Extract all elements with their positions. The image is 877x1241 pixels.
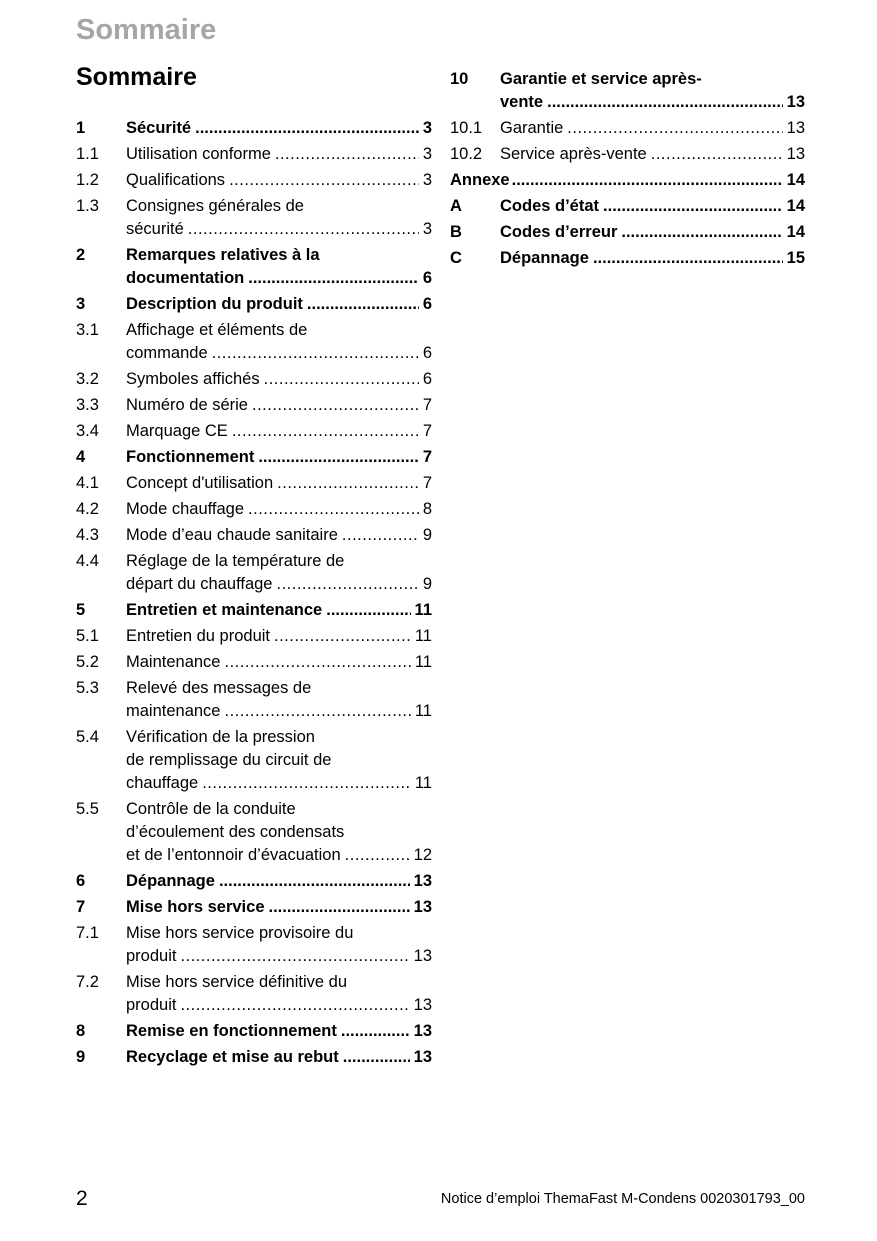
toc-dot-leader [603,195,783,218]
toc-entry [76,971,432,1017]
toc-entry-last-line [500,195,805,218]
toc-entry-number: 3.1 [76,321,99,339]
toc-entry-title-line: Fonctionnement [126,448,255,466]
toc-dot-leader [277,472,419,495]
toc-entry-title-line: Description du produit [126,295,303,313]
toc-entry-title-line: Entretien du produit [126,627,271,645]
toc-entry-number: 1.1 [76,145,99,163]
toc-entry-title-line: Maintenance [126,653,221,671]
toc-dot-leader [264,368,419,391]
toc-entry-page: 3 [422,145,432,163]
toc-entry-title [126,169,432,192]
toc-entry [76,195,432,241]
toc-dot-leader [248,498,419,521]
toc-entry [450,169,805,192]
toc-entry-last-line [126,446,432,469]
toc-entry [76,244,432,290]
toc-entry-title-line: de remplissage du circuit de [126,751,332,769]
toc-entry-page: 11 [414,702,432,720]
toc-entry-page: 9 [422,575,432,593]
toc-dot-leader [224,651,410,674]
toc-entry-last-line [500,247,805,270]
toc-entry-title-line: Affichage et éléments de [126,321,308,339]
toc-entry-title-line: Marquage CE [126,422,228,440]
toc-entry-page: 13 [413,1048,432,1066]
toc-entry [76,1020,432,1043]
toc-dot-leader [593,247,783,270]
toc-entry-last-line [126,573,432,596]
toc-entry-number: 1.3 [76,197,99,215]
footer-document-reference: Notice d’emploi ThemaFast M-Condens 0020301793_00 [440,1191,805,1207]
toc-entry-title-line: départ du chauffage [126,575,273,593]
toc-entry-page: 6 [422,344,432,362]
toc-entry-title-line: Mise hors service provisoire du [126,924,354,942]
running-header-title: Sommaire [76,14,217,46]
footer-page-number: 2 [76,1187,88,1210]
toc-dot-leader [188,218,419,241]
toc-entry-page: 6 [422,269,432,287]
toc-entry-title [126,244,432,290]
toc-dot-leader [224,700,410,723]
toc-entry-title-line: Garantie [500,119,564,137]
toc-entry-page: 11 [414,774,432,792]
toc-entry-title [126,143,432,166]
toc-entry-number: C [450,249,462,267]
toc-entry-title-line: Remarques relatives à la [126,246,320,264]
toc-entry-page: 8 [422,500,432,518]
toc-entry-page: 13 [413,1022,432,1040]
toc-entry [76,798,432,867]
toc-entry-last-line [126,772,432,795]
toc-entry-title-line: Remise en fonctionnement [126,1022,337,1040]
toc-entry-title-line: et de l’entonnoir d’évacuation [126,846,341,864]
toc-entry-last-line [126,994,432,1017]
toc-entry-title [500,221,805,244]
toc-entry-title-line: Mise hors service [126,898,265,916]
toc-entry-page: 3 [422,119,432,137]
toc-entry-page: 13 [786,145,805,163]
toc-entry-title [126,293,432,316]
toc-entry-title [126,472,432,495]
toc-dot-leader [343,1046,410,1069]
toc-dot-leader [219,870,410,893]
toc-entry-title-line: Service après-vente [500,145,647,163]
toc-entry-title-line: Réglage de la température de [126,552,345,570]
toc-entry [76,143,432,166]
toc-entry-title [126,117,432,140]
toc-entry-title-line: maintenance [126,702,221,720]
toc-entry-last-line [126,293,432,316]
toc-entry-title-line: Mode d’eau chaude sanitaire [126,526,338,544]
toc-entry-page: 3 [422,220,432,238]
toc-entry-title-line: Annexe [450,171,510,189]
toc-entry-title [500,247,805,270]
toc-entry-last-line [126,218,432,241]
toc-entry-title-line: Garantie et service après- [500,70,702,88]
toc-entry-number: 4.1 [76,474,99,492]
toc-entry-last-line [126,498,432,521]
toc-entry-title-line: commande [126,344,208,362]
toc-entry [76,472,432,495]
toc-entry-last-line [500,91,805,114]
toc-entry-page: 13 [413,872,432,890]
toc-entry-number: 7 [76,898,86,916]
toc-entry [76,651,432,674]
toc-entry-number: 10 [450,70,469,88]
toc-dot-leader [277,573,419,596]
toc-entry-number: 10.2 [450,145,483,163]
toc-entry-last-line [126,143,432,166]
toc-dot-leader [229,169,419,192]
toc-dot-leader [512,169,783,192]
toc-entry-title-line: Entretien et maintenance [126,601,323,619]
toc-entry-title-line: Codes d’erreur [500,223,618,241]
toc-entry-last-line [450,169,805,192]
toc-entry [76,394,432,417]
toc-entry-title [126,368,432,391]
toc-entry-number: A [450,197,462,215]
toc-entry [76,922,432,968]
toc-dot-leader [252,394,419,417]
toc-entry-number: 4.4 [76,552,99,570]
toc-entry-number: 4.3 [76,526,99,544]
toc-entry-title [126,922,432,968]
toc-dot-leader [258,446,418,469]
toc-entry-title [126,550,432,596]
toc-dot-leader [274,625,411,648]
toc-entry-last-line [126,945,432,968]
toc-dot-leader [212,342,419,365]
toc-entry [450,68,805,114]
toc-entry-title [126,896,432,919]
toc-entry-last-line [126,524,432,547]
toc-entry-page: 13 [413,898,432,916]
toc-entry-title [126,726,432,795]
toc-entry-title-line: Codes d’état [500,197,600,215]
toc-entry-title-line: Dépannage [126,872,215,890]
toc-entry-title [126,446,432,469]
toc-entry [450,143,805,166]
toc-entry-number: 4.2 [76,500,99,518]
toc-entry [76,625,432,648]
toc-entry [450,247,805,270]
toc-entry-title [126,651,432,674]
toc-entry-page: 13 [413,996,432,1014]
toc-entry-title [126,524,432,547]
toc-entry [76,117,432,140]
toc-entry-last-line [126,700,432,723]
toc-entry-last-line [126,896,432,919]
toc-entry-title-line: sécurité [126,220,184,238]
toc-entry-last-line [126,267,432,290]
toc-entry-page: 14 [786,171,805,189]
toc-entry [76,524,432,547]
toc-entry-title [500,117,805,140]
toc-entry [76,1046,432,1069]
toc-entry [76,446,432,469]
toc-entry-page: 7 [422,396,432,414]
toc-entry-number: B [450,223,462,241]
toc-entry-last-line [500,117,805,140]
toc-entry-page: 12 [413,846,432,864]
toc-entry [76,550,432,596]
toc-dot-leader [202,772,411,795]
toc-entry-title-line: Relevé des messages de [126,679,312,697]
toc-entry-title-line: documentation [126,269,245,287]
toc-entry-title-line: Dépannage [500,249,589,267]
toc-entry [76,896,432,919]
toc-left-column [76,117,432,1072]
toc-entry-number: 3.4 [76,422,99,440]
toc-entry-last-line [126,117,432,140]
toc-dot-leader [621,221,782,244]
toc-entry-title-line: Vérification de la pression [126,728,315,746]
toc-entry-title [500,195,805,218]
toc-entry-title-line: vente [500,93,544,111]
toc-entry-page: 14 [786,197,805,215]
toc-dot-leader [567,117,782,140]
toc-entry-title [126,798,432,867]
toc-entry-number: 3.2 [76,370,99,388]
toc-entry-title-line: Mode chauffage [126,500,245,518]
toc-entry-number: 5.3 [76,679,99,697]
toc-entry-page: 11 [414,627,432,645]
toc-right-column [450,68,805,273]
toc-entry-page: 13 [413,947,432,965]
toc-entry-page: 14 [786,223,805,241]
toc-dot-leader [547,91,783,114]
toc-entry [76,169,432,192]
toc-entry-title [126,420,432,443]
toc-entry-number: 7.1 [76,924,99,942]
toc-dot-leader [180,945,409,968]
toc-entry-title-line: Recyclage et mise au rebut [126,1048,339,1066]
toc-entry [450,221,805,244]
toc-entry-last-line [126,420,432,443]
toc-entry-page: 13 [786,119,805,137]
toc-entry-last-line [126,870,432,893]
toc-entry-number: 1.2 [76,171,99,189]
toc-entry-last-line [126,169,432,192]
toc-entry-title-line: Sécurité [126,119,192,137]
toc-entry-number: 1 [76,119,86,137]
toc-entry-last-line [126,1020,432,1043]
toc-dot-leader [269,896,410,919]
toc-dot-leader [342,524,419,547]
toc-entry [76,368,432,391]
toc-entry-page: 9 [422,526,432,544]
toc-entry-last-line [126,472,432,495]
toc-entry-number: 3 [76,295,86,313]
toc-dot-leader [326,599,410,622]
toc-entry-page: 7 [422,474,432,492]
toc-entry-last-line [126,394,432,417]
toc-entry-last-line [126,342,432,365]
toc-entry-title [126,319,432,365]
toc-entry-title [500,143,805,166]
toc-entry-title [126,1020,432,1043]
toc-entry-page: 13 [786,93,805,111]
toc-entry-number: 6 [76,872,86,890]
toc-entry-title [126,677,432,723]
toc-entry [76,599,432,622]
toc-entry-last-line [126,651,432,674]
toc-entry-last-line [126,844,432,867]
toc-entry-page: 6 [422,295,432,313]
toc-dot-leader [341,1020,410,1043]
toc-entry-number: 7.2 [76,973,99,991]
toc-entry-last-line [500,221,805,244]
toc-entry-title [126,599,432,622]
toc-entry [76,726,432,795]
toc-entry-last-line [500,143,805,166]
toc-dot-leader [232,420,419,443]
toc-entry-title [126,394,432,417]
toc-entry-title-line: d’écoulement des condensats [126,823,345,841]
toc-entry-title [500,68,805,114]
toc-entry-title [126,971,432,1017]
toc-entry-number: 10.1 [450,119,483,137]
toc-entry-page: 7 [422,422,432,440]
toc-dot-leader [651,143,783,166]
toc-entry-number: 8 [76,1022,86,1040]
toc-entry-title-line: Numéro de série [126,396,248,414]
toc-dot-leader [275,143,419,166]
toc-entry [76,293,432,316]
toc-entry-title-line: Symboles affichés [126,370,260,388]
toc-entry-title-line: chauffage [126,774,199,792]
toc-entry-page: 15 [786,249,805,267]
toc-entry-title-line: Mise hors service définitive du [126,973,348,991]
toc-entry [76,870,432,893]
page-title: Sommaire [76,63,197,91]
toc-entry-number: 3.3 [76,396,99,414]
toc-entry-number: 4 [76,448,86,466]
toc-entry-page: 7 [422,448,432,466]
toc-entry-number: 9 [76,1048,86,1066]
toc-entry-title [126,195,432,241]
toc-entry [76,420,432,443]
toc-entry [450,117,805,140]
toc-entry-title [126,1046,432,1069]
toc-entry-page: 6 [422,370,432,388]
toc-dot-leader [345,844,410,867]
toc-entry-last-line [126,368,432,391]
toc-entry-title [126,625,432,648]
toc-entry-title-line: produit [126,947,177,965]
toc-entry-title-line: Contrôle de la conduite [126,800,296,818]
toc-entry-title [126,870,432,893]
toc-entry [76,498,432,521]
toc-entry-title-line: Utilisation conforme [126,145,271,163]
toc-entry-number: 2 [76,246,86,264]
toc-entry-number: 5.4 [76,728,99,746]
toc-entry-page: 11 [414,601,432,619]
toc-entry-page: 3 [422,171,432,189]
toc-entry-number: 5.2 [76,653,99,671]
toc-entry-number: 5.1 [76,627,99,645]
toc-dot-leader [195,117,419,140]
toc-entry [450,195,805,218]
toc-entry-number: 5 [76,601,86,619]
toc-entry-title-line: produit [126,996,177,1014]
toc-entry-title-line: Concept d'utilisation [126,474,274,492]
toc-entry-title-line: Consignes générales de [126,197,304,215]
toc-dot-leader [307,293,419,316]
toc-entry-last-line [126,599,432,622]
toc-entry-page: 11 [414,653,432,671]
toc-entry [76,319,432,365]
toc-entry-title-line: Qualifications [126,171,226,189]
toc-entry-last-line [126,625,432,648]
toc-entry-last-line [126,1046,432,1069]
toc-dot-leader [180,994,409,1017]
toc-entry [76,677,432,723]
toc-entry-number: 5.5 [76,800,99,818]
toc-entry-title [450,169,805,192]
toc-entry-title [126,498,432,521]
toc-dot-leader [248,267,419,290]
